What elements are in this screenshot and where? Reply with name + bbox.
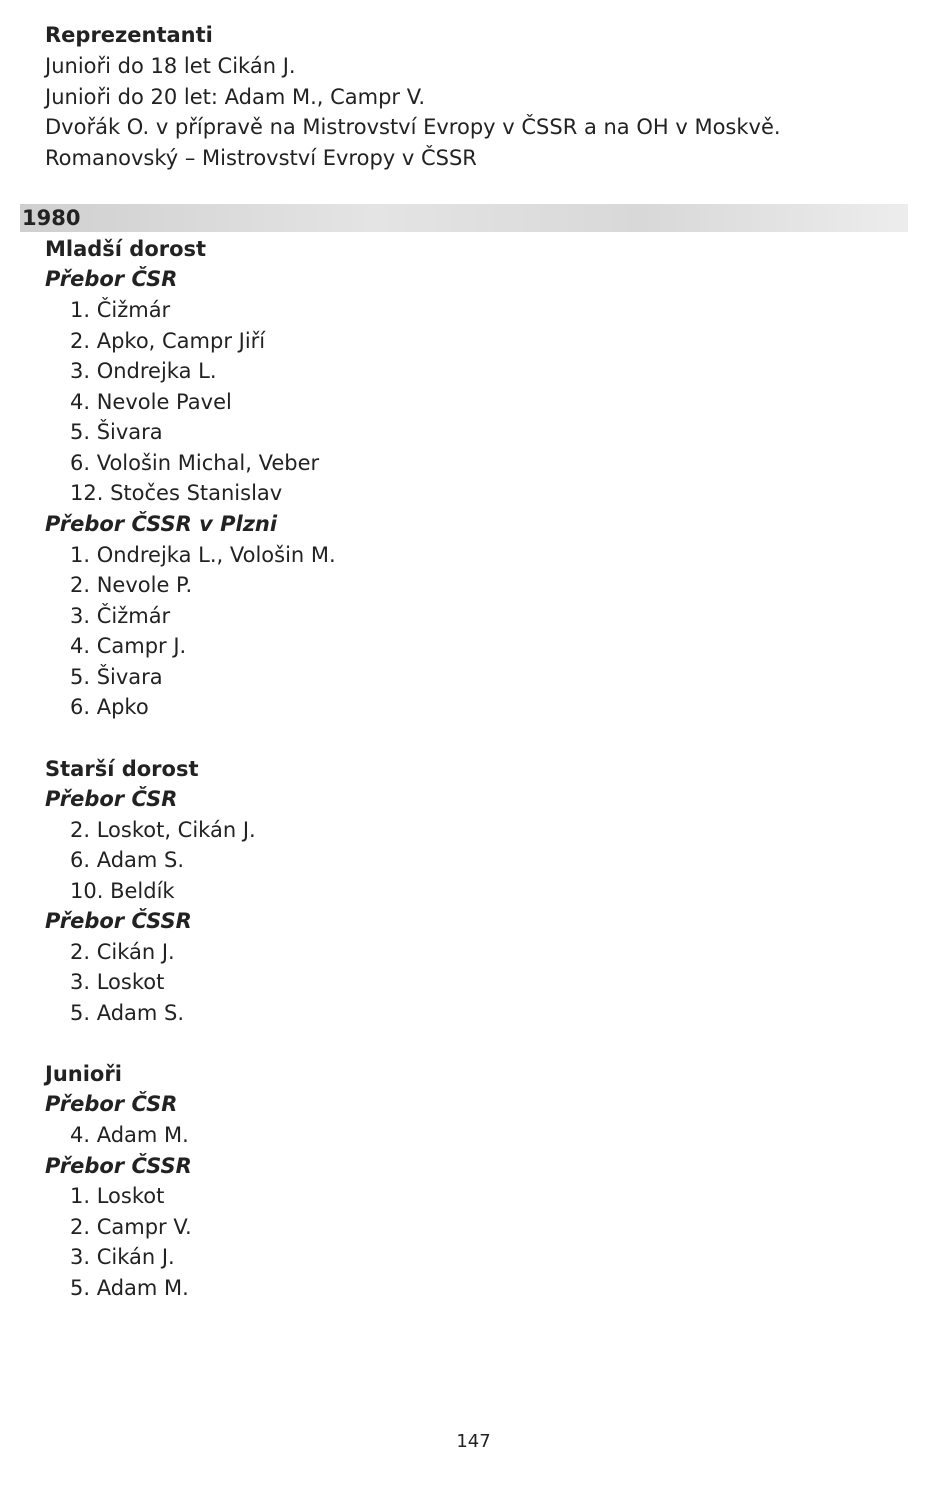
result-item: 2. Apko, Campr Jiří (70, 329, 266, 353)
result-item: 3. Ondrejka L. (70, 359, 217, 383)
result-item: 6. Apko (70, 695, 149, 719)
result-item: 5. Adam S. (70, 1001, 185, 1025)
year-banner (20, 204, 908, 232)
competition-title: Přebor ČSSR (45, 1154, 192, 1178)
result-item: 12. Stočes Stanislav (70, 481, 283, 505)
competition-title: Přebor ČSR (45, 267, 178, 291)
result-item: 6. Adam S. (70, 848, 185, 872)
competition-title: Přebor ČSSR (45, 909, 192, 933)
result-item: 2. Campr V. (70, 1215, 192, 1239)
result-item: 4. Campr J. (70, 634, 187, 658)
result-item: 3. Čižmár (70, 604, 171, 628)
result-item: 1. Čižmár (70, 298, 171, 322)
result-item: 10. Beldík (70, 879, 175, 903)
section-heading-starsi: Starší dorost (45, 757, 199, 781)
result-item: 6. Vološin Michal, Veber (70, 451, 320, 475)
result-item: 1. Ondrejka L., Vološin M. (70, 543, 336, 567)
result-item: 2. Loskot, Cikán J. (70, 818, 256, 842)
result-item: 3. Loskot (70, 970, 165, 994)
section-heading-juniori: Junioři (45, 1062, 122, 1086)
result-item: 5. Šivara (70, 665, 163, 689)
section-heading-mladsi: Mladší dorost (45, 237, 207, 261)
competition-title: Přebor ČSR (45, 1092, 178, 1116)
result-item: 2. Cikán J. (70, 940, 175, 964)
competition-title: Přebor ČSSR v Plzni (45, 512, 278, 536)
page-number: 147 (456, 1431, 491, 1452)
result-item: 1. Loskot (70, 1184, 165, 1208)
reprezentanti-line: Junioři do 18 let Cikán J. (45, 54, 296, 78)
result-item: 5. Šivara (70, 420, 163, 444)
competition-title: Přebor ČSR (45, 787, 178, 811)
result-item: 4. Adam M. (70, 1123, 189, 1147)
reprezentanti-line: Romanovský – Mistrovství Evropy v ČSSR (45, 146, 477, 170)
result-item: 5. Adam M. (70, 1276, 189, 1300)
result-item: 2. Nevole P. (70, 573, 193, 597)
reprezentanti-line: Dvořák O. v přípravě na Mistrovství Evropy v ČSSR a na OH v Moskvě. (45, 115, 781, 139)
year-label: 1980 (22, 206, 81, 230)
result-item: 4. Nevole Pavel (70, 390, 232, 414)
reprezentanti-heading: Reprezentanti (45, 23, 213, 47)
reprezentanti-line: Junioři do 20 let: Adam M., Campr V. (45, 85, 426, 109)
result-item: 3. Cikán J. (70, 1245, 175, 1269)
